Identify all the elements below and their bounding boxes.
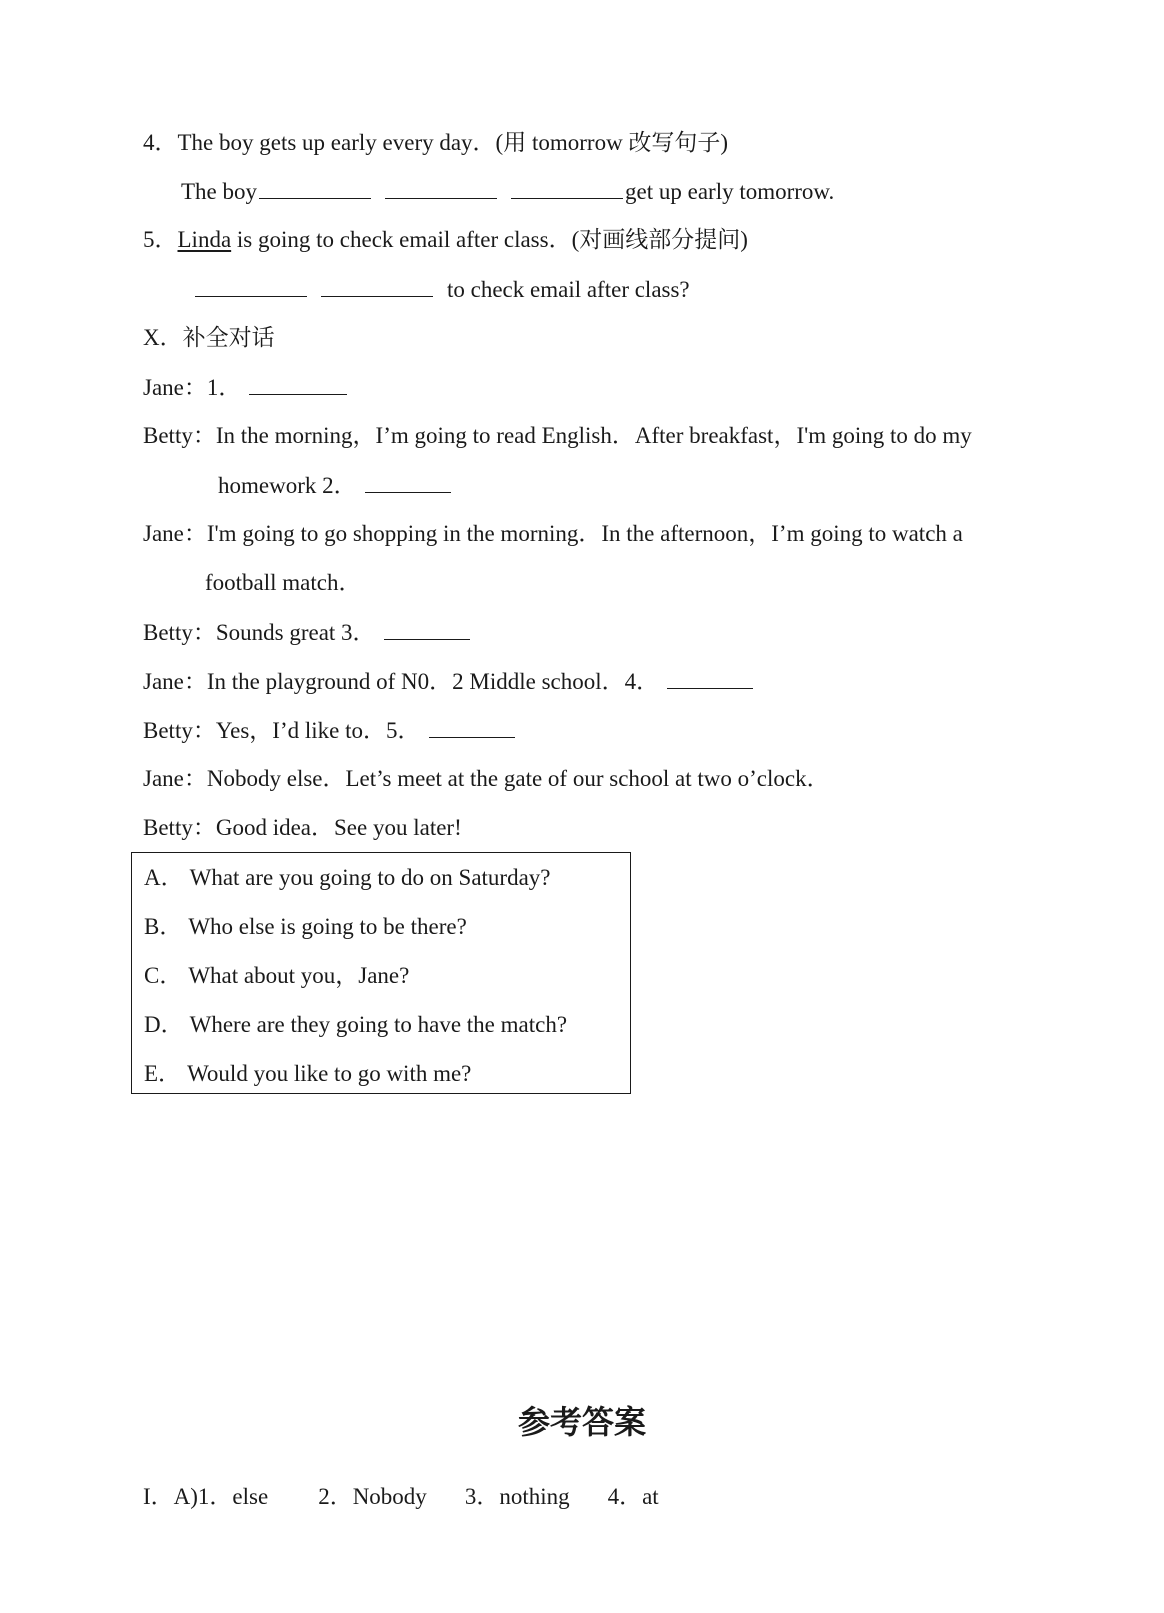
dialogue-blank-2[interactable] bbox=[365, 470, 451, 493]
option-label: B． bbox=[144, 914, 183, 939]
option-c bbox=[144, 961, 409, 991]
dialogue-text: 1． bbox=[206, 375, 242, 400]
option-e bbox=[144, 1059, 471, 1089]
dialogue-line-6 bbox=[143, 715, 517, 746]
answer-blank-1[interactable] bbox=[259, 176, 371, 199]
question-5 bbox=[143, 225, 748, 255]
dialogue-line-3-cont bbox=[205, 568, 362, 598]
answer-blank-2[interactable] bbox=[321, 274, 433, 297]
answer-item: 2．Nobody bbox=[318, 1484, 427, 1509]
option-text: Where are they going to have the match? bbox=[189, 1012, 568, 1037]
answer-prefix: The boy bbox=[181, 179, 258, 204]
speaker: Jane： bbox=[143, 766, 207, 791]
question-4 bbox=[143, 128, 728, 158]
answer-blank-1[interactable] bbox=[195, 274, 307, 297]
option-d bbox=[144, 1010, 567, 1040]
dialogue-text: Yes，I’d like to．5． bbox=[215, 718, 421, 743]
dialogue-blank-5[interactable] bbox=[429, 715, 515, 738]
dialogue-line-2-cont bbox=[218, 470, 453, 501]
answer-suffix: to check email after class? bbox=[447, 277, 690, 302]
dialogue-line-1 bbox=[143, 372, 349, 403]
speaker: Betty： bbox=[143, 423, 216, 448]
answer-item: 4．at bbox=[607, 1484, 659, 1509]
dialogue-blank-1[interactable] bbox=[249, 372, 347, 395]
option-label: A． bbox=[144, 865, 184, 890]
speaker: Betty： bbox=[143, 620, 216, 645]
dialogue-blank-3[interactable] bbox=[384, 617, 470, 640]
dialogue-text: homework 2． bbox=[218, 473, 357, 498]
dialogue-line-8 bbox=[143, 813, 462, 843]
dialogue-text: I'm going to go shopping in the morning．In the afternoon，I’m going to watch a bbox=[206, 521, 963, 546]
question-sentence: is going to check email after class．(对画线部分提问) bbox=[231, 227, 748, 252]
dialogue-line-4 bbox=[143, 617, 472, 648]
answer-item: 3．nothing bbox=[464, 1484, 570, 1509]
option-label: D． bbox=[144, 1012, 184, 1037]
section-heading: X．补全对话 bbox=[143, 325, 275, 350]
option-label: E． bbox=[144, 1061, 182, 1086]
speaker: Jane： bbox=[143, 375, 207, 400]
dialogue-blank-4[interactable] bbox=[667, 666, 753, 689]
answer-item: I．A)1．else bbox=[143, 1484, 269, 1509]
dialogue-line-2 bbox=[143, 421, 972, 451]
options-box bbox=[131, 852, 631, 1094]
underlined-word: Linda bbox=[177, 227, 232, 252]
dialogue-text: football match． bbox=[205, 570, 362, 595]
option-text: Would you like to go with me? bbox=[187, 1061, 472, 1086]
option-text: Who else is going to be there? bbox=[188, 914, 467, 939]
dialogue-text: Sounds great 3． bbox=[215, 620, 376, 645]
speaker: Jane： bbox=[143, 669, 207, 694]
question-5-answer-line bbox=[193, 274, 690, 305]
question-number: 5． bbox=[143, 227, 178, 252]
option-a bbox=[144, 863, 551, 893]
dialogue-text: Nobody else．Let’s meet at the gate of our school at two o’clock． bbox=[206, 766, 830, 791]
speaker: Betty： bbox=[143, 815, 216, 840]
dialogue-text: Good idea．See you later! bbox=[215, 815, 462, 840]
option-text: What about you，Jane? bbox=[188, 963, 410, 988]
option-label: C． bbox=[144, 963, 183, 988]
speaker: Betty： bbox=[143, 718, 216, 743]
dialogue-line-3 bbox=[143, 519, 963, 549]
option-b bbox=[144, 912, 467, 942]
question-4-answer-line bbox=[181, 176, 834, 207]
dialogue-text: In the morning，I’m going to read English．After breakfast，I'm going to do my bbox=[215, 423, 972, 448]
dialogue-text: In the playground of N0．2 Middle school．4． bbox=[206, 669, 660, 694]
answer-blank-2[interactable] bbox=[385, 176, 497, 199]
answer-suffix: get up early tomorrow. bbox=[625, 179, 835, 204]
dialogue-line-7 bbox=[143, 764, 830, 794]
answer-key-line-1 bbox=[143, 1482, 659, 1512]
answer-blank-3[interactable] bbox=[511, 176, 623, 199]
dialogue-line-5 bbox=[143, 666, 755, 697]
speaker: Jane： bbox=[143, 521, 207, 546]
question-number: 4． bbox=[143, 130, 178, 155]
question-sentence: The boy gets up early every day．(用 tomorrow 改写句子) bbox=[177, 130, 729, 155]
option-text: What are you going to do on Saturday? bbox=[189, 865, 551, 890]
answer-key-title: 参考答案 bbox=[517, 1403, 646, 1441]
